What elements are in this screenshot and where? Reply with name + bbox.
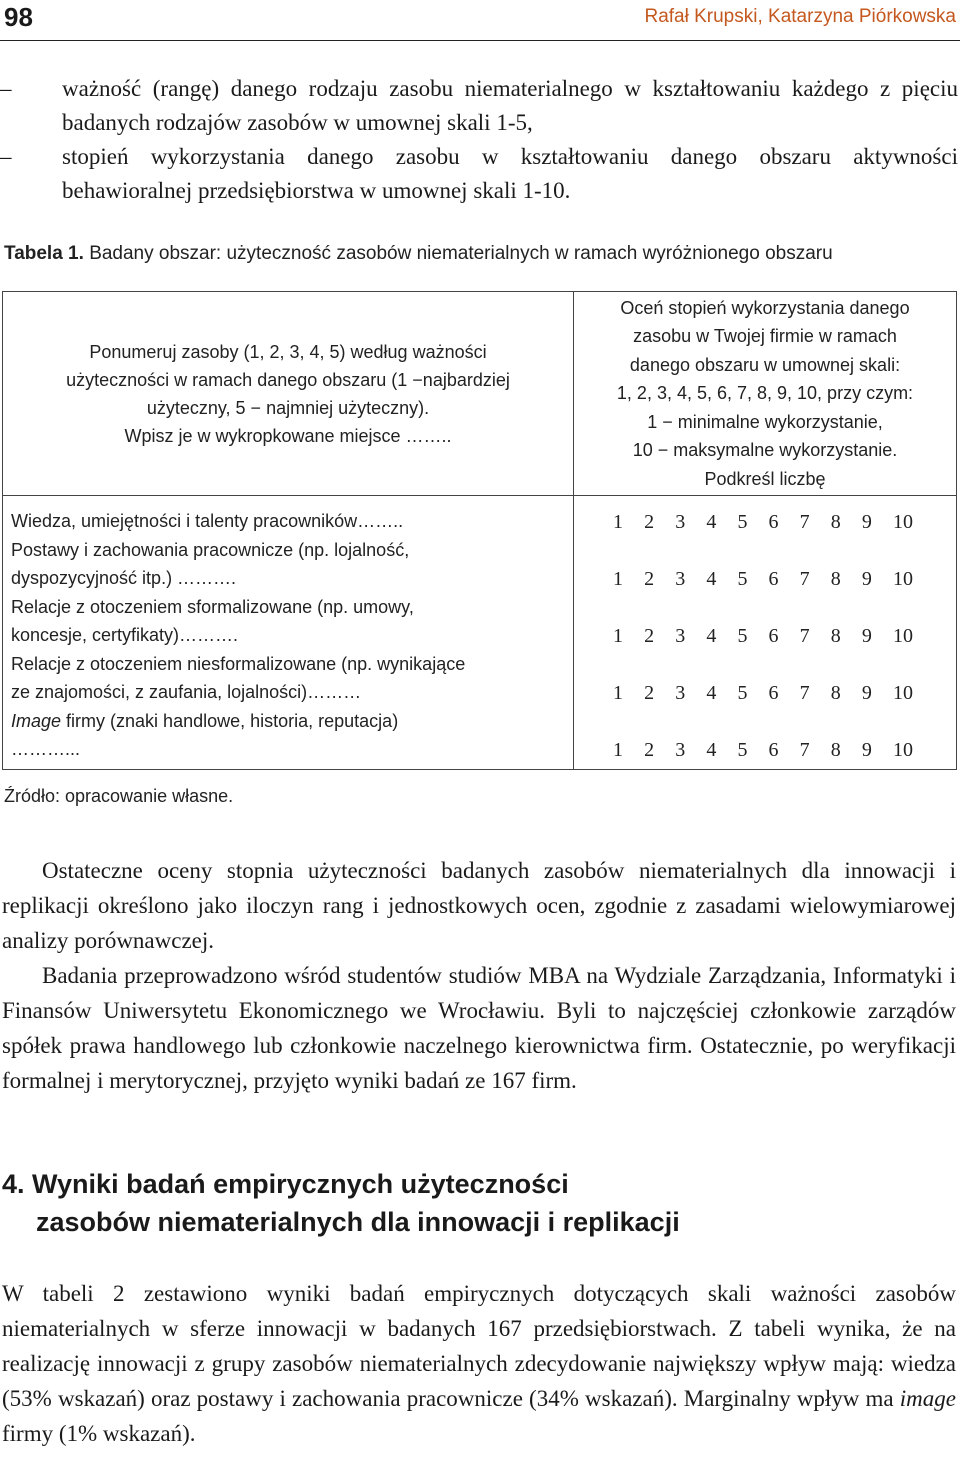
bullet-dash: –	[0, 76, 12, 101]
resource-item-line: Postawy i zachowania pracownicze (np. lojalność,	[11, 539, 410, 560]
resource-item-line: Relacje z otoczeniem niesformalizowane (np. wynikające	[11, 653, 466, 674]
scale-value: 8	[830, 682, 841, 704]
scale-value: 6	[768, 682, 779, 704]
scale-row	[613, 682, 913, 705]
scale-value: 10	[892, 682, 913, 704]
scale-value: 9	[861, 511, 872, 533]
running-head-authors: Rafał Krupski, Katarzyna Piórkowska	[644, 6, 956, 27]
scale-value: 5	[737, 511, 748, 533]
scale-value: 7	[799, 682, 810, 704]
scale-value: 6	[768, 511, 779, 533]
scale-value: 7	[799, 625, 810, 647]
section-title-line: Wyniki badań empirycznych użyteczności	[32, 1169, 569, 1199]
scale-value: 1	[613, 625, 623, 647]
resource-item-line: ………...	[11, 739, 81, 759]
scale-row	[613, 739, 913, 762]
body-paragraph: Badania przeprowadzono wśród studentów studiów MBA na Wydziale Zarządzania, Informatyki i Finansów Uniwersytetu Ekonomicznego we Wrocławiu. Byli to najczęściej członkowie zarządów spółek prawa handlowego lub członkowie naczelnego kierownictwa firm. Ostatecznie, po weryfikacji formalnej i merytorycznej, przyjęto wyniki badań ze 167 firm.	[2, 963, 956, 1093]
section-title-line: zasobów niematerialnych dla innowacji i replikacji	[36, 1207, 680, 1237]
scale-value: 7	[799, 568, 810, 590]
section-number: 4.	[2, 1169, 25, 1199]
scale-value: 3	[675, 511, 686, 533]
body-paragraph: W tabeli 2 zestawiono wyniki badań empirycznych dotyczących skali ważności zasobów niematerialnych w sferze innowacji w badanych 167 przedsiębiorstwach. Z tabeli wynika, że na realizację innowacji z grupy zasobów niematerialnych zdecydowanie największy wpływ mają: wiedza (53% wskazań) oraz postawy i zachowania pracownicze (34% wskazań). Marginalny wpływ ma image firmy (1% wskazań).	[2, 1281, 957, 1446]
resource-items-list	[11, 507, 566, 764]
table-caption	[4, 243, 833, 265]
scale-value: 7	[799, 511, 810, 533]
scale-value: 6	[768, 739, 779, 761]
scale-value: 1	[613, 739, 623, 761]
scale-value: 3	[675, 568, 686, 590]
section-heading	[2, 1165, 902, 1241]
table-label: Tabela 1.	[4, 243, 84, 264]
scale-instructions-cell: Oceń stopień wykorzystania danego zasobu w Twojej firmie w ramach danego obszaru w umownej skali: 1, 2, 3, 4, 5, 6, 7, 8, 9, 10, przy czym: 1 − minimalne wykorzystanie, 10 − maksymalne wykorzystanie. Podkreśl liczbę	[616, 297, 914, 489]
scale-row	[613, 625, 913, 648]
scale-value: 3	[675, 739, 686, 761]
scale-value: 4	[706, 739, 717, 761]
scale-value: 2	[644, 739, 655, 761]
scale-value: 2	[644, 511, 655, 533]
scale-value: 5	[737, 682, 748, 704]
scale-value: 7	[799, 739, 810, 761]
scale-value: 4	[706, 625, 717, 647]
scale-value: 9	[861, 682, 872, 704]
scale-value: 4	[706, 568, 717, 590]
image-term: Image	[11, 710, 62, 731]
resource-item-line: Image firmy (znaki handlowe, historia, reputacja)	[11, 710, 399, 731]
scale-value: 1	[613, 568, 623, 590]
image-term: image	[899, 1386, 957, 1411]
scale-value: 4	[706, 682, 717, 704]
scale-value: 9	[861, 568, 872, 590]
resource-item-line: Relacje z otoczeniem sformalizowane (np. umowy,	[11, 596, 414, 617]
resource-item-line: dyspozycyjność itp.) ……….	[11, 568, 237, 588]
scale-row	[613, 511, 913, 534]
bullet-item: – stopień wykorzystania danego zasobu w kształtowaniu danego obszaru aktywności behawioralnej przedsiębiorstwa w umownej skali 1-10.	[0, 140, 958, 208]
scale-value: 8	[830, 511, 841, 533]
scale-value: 5	[737, 625, 748, 647]
table-source: Źródło: opracowanie własne.	[4, 786, 234, 806]
scale-value: 9	[861, 739, 872, 761]
scale-value: 5	[737, 739, 748, 761]
ranking-instructions-cell: Ponumeruj zasoby (1, 2, 3, 4, 5) według ważności użyteczności w ramach danego obszaru (1 −najbardziej użyteczny, 5 − najmniej użyteczny). Wpisz je w wykropkowane miejsce ……..	[66, 341, 510, 446]
resource-item-line: ze znajomości, z zaufania, lojalności)………	[11, 682, 362, 702]
resource-item-line: koncesje, certyfikaty)……….	[11, 625, 239, 645]
scale-value: 3	[675, 625, 686, 647]
scale-value: 2	[644, 568, 655, 590]
scale-value: 10	[892, 568, 913, 590]
table-row-divider	[3, 495, 956, 496]
scale-value: 5	[737, 568, 748, 590]
page-number: 98	[4, 2, 33, 32]
scale-value: 8	[830, 568, 841, 590]
scale-value: 2	[644, 625, 655, 647]
scale-value: 10	[892, 739, 913, 761]
scale-value: 8	[830, 625, 841, 647]
resource-item-line: Wiedza, umiejętności i talenty pracowników……..	[11, 511, 404, 531]
scale-value: 4	[706, 511, 717, 533]
scale-value: 6	[768, 568, 779, 590]
scale-value: 3	[675, 682, 686, 704]
scale-row	[613, 568, 913, 591]
scale-value: 8	[830, 739, 841, 761]
scale-value: 6	[768, 625, 779, 647]
page-header	[0, 0, 960, 41]
survey-table	[2, 291, 957, 770]
bullet-dash: –	[0, 144, 12, 169]
scale-value: 9	[861, 625, 872, 647]
scale-value: 1	[613, 682, 623, 704]
bullet-item: – ważność (rangę) danego rodzaju zasobu niematerialnego w kształtowaniu każdego z pięciu badanych rodzajów zasobów w umownej skali 1-5,	[0, 72, 958, 140]
scale-value: 10	[892, 511, 913, 533]
table-caption-text: Badany obszar: użyteczność zasobów niematerialnych w ramach wyróżnionego obszaru	[89, 243, 833, 264]
scale-value: 1	[613, 511, 623, 533]
scale-value: 10	[892, 625, 913, 647]
scale-value: 2	[644, 682, 655, 704]
bullet-list	[0, 72, 958, 208]
body-paragraph: Ostateczne oceny stopnia użyteczności badanych zasobów niematerialnych dla innowacji i replikacji określono jako iloczyn rang i jednostkowych ocen, zgodnie z zasadami wielowymiarowej analizy porównawczej.	[2, 858, 956, 953]
